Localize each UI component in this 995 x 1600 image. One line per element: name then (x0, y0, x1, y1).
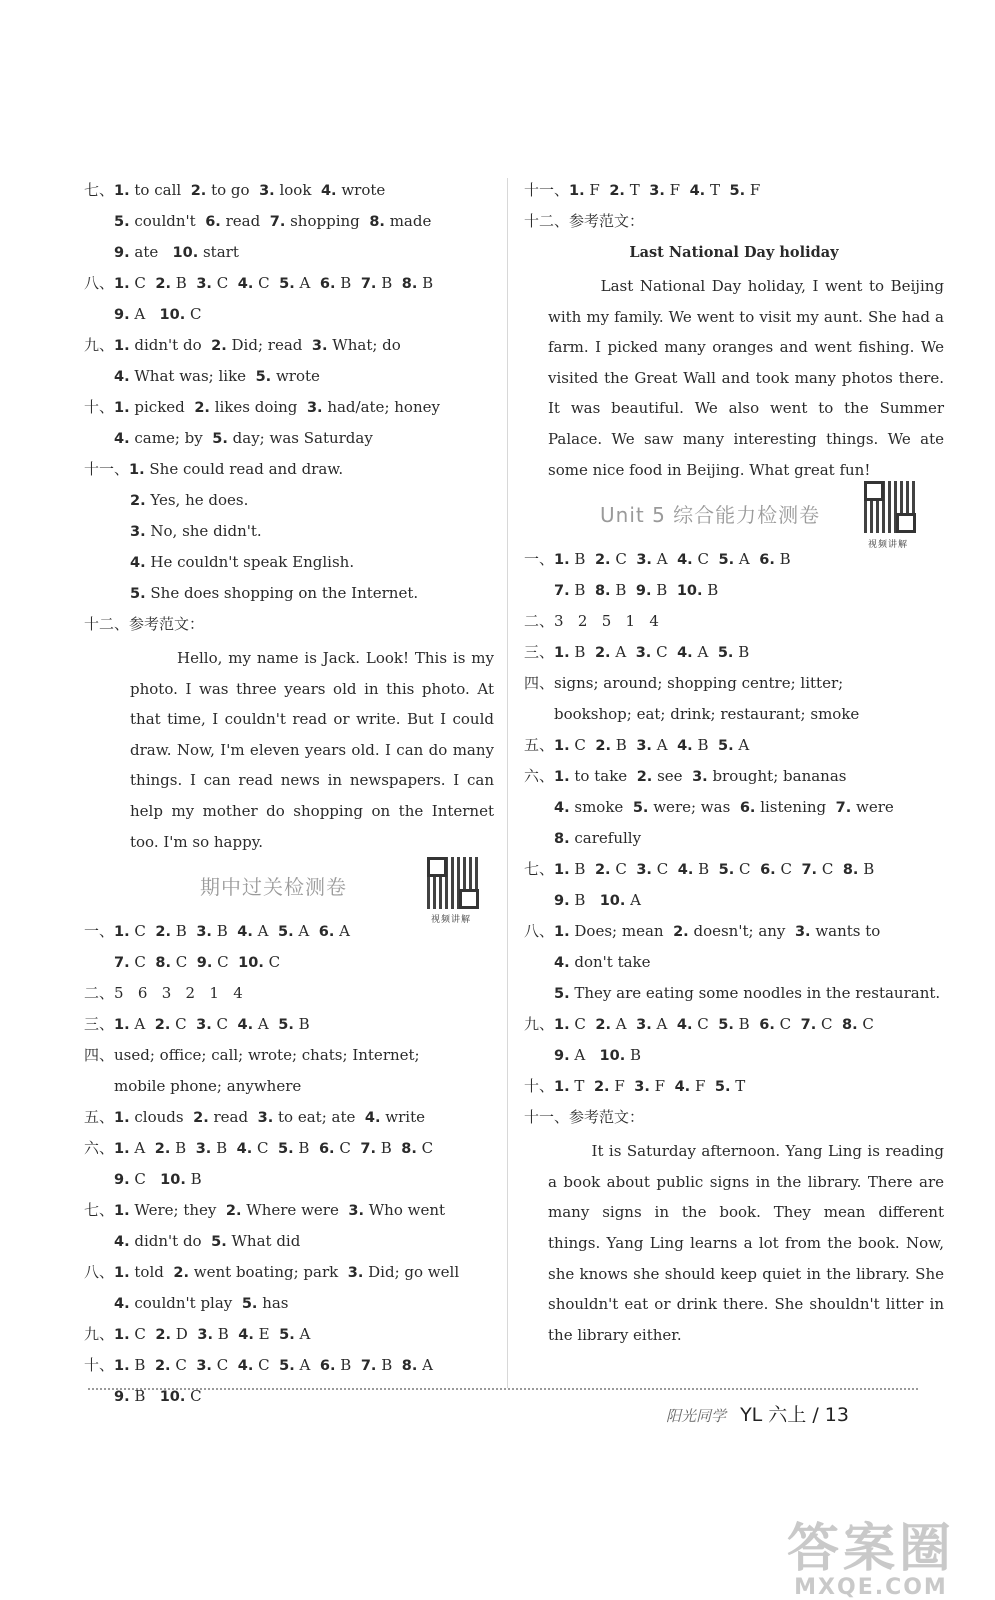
answer-line: bookshop; eat; drink; restaurant; smoke (554, 705, 860, 724)
answer-line: 5. couldn't 6. read 7. shopping 8. made (114, 212, 432, 230)
answer-line: 9. A 10. B (554, 1046, 641, 1065)
right-column (524, 178, 944, 1350)
page-footer (666, 1400, 849, 1427)
answer-line: 9. A 10. C (114, 305, 202, 323)
answer-line: 十、1. picked 2. likes doing 3. had/ate; honey (84, 398, 440, 416)
section-title: 期中过关检测卷 (200, 875, 347, 900)
answer-line: 4. He couldn't speak English. (130, 553, 355, 571)
watermark (787, 1506, 955, 1600)
watermark-url: MXQE.COM (794, 1575, 948, 1600)
answer-line: 三、1. B 2. A 3. C 4. A 5. B (524, 643, 750, 662)
watermark-text: 答案圈 (786, 1519, 955, 1579)
answer-line: 七、1. Were; they 2. Where were 3. Who went (84, 1201, 446, 1220)
answer-line: 一、1. C 2. B 3. B 4. A 5. A 6. A (84, 922, 350, 941)
answer-line: 4. don't take (554, 953, 651, 972)
answer-line: 5. She does shopping on the Internet. (130, 584, 419, 602)
answer-line: 十、1. T 2. F 3. F 4. F 5. T (524, 1077, 746, 1096)
answer-line: 4. What was; like 5. wrote (114, 367, 320, 385)
answer-line: 二、5 6 3 2 1 4 (84, 984, 243, 1003)
answer-line: 3. No, she didn't. (130, 522, 262, 540)
answer-line: 五、1. C 2. B 3. A 4. B 5. A (524, 736, 750, 755)
qr-code-icon[interactable] (427, 857, 479, 909)
qr-code-icon[interactable] (864, 481, 916, 533)
answer-line: 8. carefully (554, 829, 642, 848)
answer-line: 4. didn't do 5. What did (114, 1232, 301, 1251)
answer-line: 十二、参考范文： (524, 212, 645, 230)
footer-rule (88, 1388, 918, 1390)
answer-line: 七、1. B 2. C 3. C 4. B 5. C 6. C 7. C 8. B (524, 860, 875, 879)
answer-line: 一、1. B 2. C 3. A 4. C 5. A 6. B (524, 550, 791, 569)
answer-line: 八、1. Does; mean 2. doesn't; any 3. wants to (524, 922, 881, 941)
left-column (84, 178, 494, 1415)
answer-line: 4. came; by 5. day; was Saturday (114, 429, 373, 447)
answer-lines-top-right (524, 178, 944, 240)
qr-label: 视频讲解 (431, 915, 472, 926)
essay-title: Last National Day holiday (629, 244, 839, 261)
answer-lines-midterm (84, 919, 494, 1415)
answer-line: 5. They are eating some noodles in the restaurant. (554, 984, 941, 1003)
answer-line: 八、1. told 2. went boating; park 3. Did; go well (84, 1263, 460, 1282)
answer-line: 六、1. to take 2. see 3. brought; bananas (524, 767, 847, 786)
answer-lines-top (84, 178, 494, 643)
answer-line: 7. B 8. B 9. B 10. B (554, 581, 719, 600)
answer-line: 2. Yes, he does. (130, 491, 249, 509)
answer-line: 六、1. A 2. B 3. B 4. C 5. B 6. C 7. B 8. C (84, 1139, 434, 1158)
answer-line: 九、1. didn't do 2. Did; read 3. What; do (84, 336, 401, 354)
page-number: YL 六上 / 13 (740, 1404, 849, 1426)
answer-line: 十一、参考范文： (524, 1108, 645, 1127)
answer-line: 十、1. B 2. C 3. C 4. C 5. A 6. B 7. B 8. A (84, 1356, 433, 1375)
answer-line: 四、signs; around; shopping centre; litter; (524, 674, 844, 693)
answer-line: 八、1. C 2. B 3. C 4. C 5. A 6. B 7. B 8. B (84, 274, 434, 292)
answer-line: 7. C 8. C 9. C 10. C (114, 953, 281, 972)
model-essay-holiday: Last National Day holiday, I went to Beijing with my family. We went to visit my aunt. She had a farm. I picked many oranges and went fishing. We visited the Great Wall and took many photos there. It was beautiful. We also went to the Summer Palace. We saw many interesting things. We ate some nice food in Beijing. What great fun! (548, 277, 944, 479)
model-essay-jack: Hello, my name is Jack. Look! This is my photo. I was three years old in this photo. At that time, I couldn't read or write. But I could draw. Now, I'm eleven years old. I can do many things. I can read news in newspapers. I can help my mother do shopping on the Internet too. I'm so happy. (130, 649, 494, 851)
section-title: Unit 5 综合能力检测卷 (600, 503, 821, 528)
answer-lines-unit5 (524, 547, 944, 1136)
column-divider (507, 178, 508, 1388)
answer-line: 4. couldn't play 5. has (114, 1294, 289, 1313)
answer-line: 四、used; office; call; wrote; chats; Internet; (84, 1046, 420, 1065)
answer-line: 二、3 2 5 1 4 (524, 612, 659, 631)
answer-line: 十二、参考范文： (84, 615, 205, 633)
answer-line: 9. B 10. C (114, 1387, 202, 1406)
answer-line: 十一、1. She could read and draw. (84, 460, 344, 478)
answer-line: 9. C 10. B (114, 1170, 202, 1189)
answer-line: mobile phone; anywhere (114, 1077, 302, 1096)
answer-line: 9. ate 10. start (114, 243, 239, 261)
section-heading-unit5 (524, 485, 944, 551)
qr-label: 视频讲解 (868, 540, 909, 551)
answer-line: 五、1. clouds 2. read 3. to eat; ate 4. write (84, 1108, 425, 1127)
answer-line: 三、1. A 2. C 3. C 4. A 5. B (84, 1015, 310, 1034)
answer-line: 4. smoke 5. were; was 6. listening 7. were (554, 798, 894, 817)
answer-line: 九、1. C 2. D 3. B 4. E 5. A (84, 1325, 311, 1344)
model-essay-yangling: It is Saturday afternoon. Yang Ling is reading a book about public signs in the library. There are many signs in the book. They mean different things. Yang Ling learns a lot from the book. Now, she knows she should keep quiet in the library. She shouldn't eat or drink there. She shouldn't litter in the library either. (548, 1142, 944, 1344)
answer-line: 九、1. C 2. A 3. A 4. C 5. B 6. C 7. C 8. C (524, 1015, 874, 1034)
answer-line: 十一、1. F 2. T 3. F 4. T 5. F (524, 181, 761, 199)
answer-line: 七、1. to call 2. to go 3. look 4. wrote (84, 181, 386, 199)
section-heading-midterm (84, 857, 494, 926)
answer-line: 9. B 10. A (554, 891, 642, 910)
brand-logo: 阳光同学 (666, 1407, 727, 1425)
